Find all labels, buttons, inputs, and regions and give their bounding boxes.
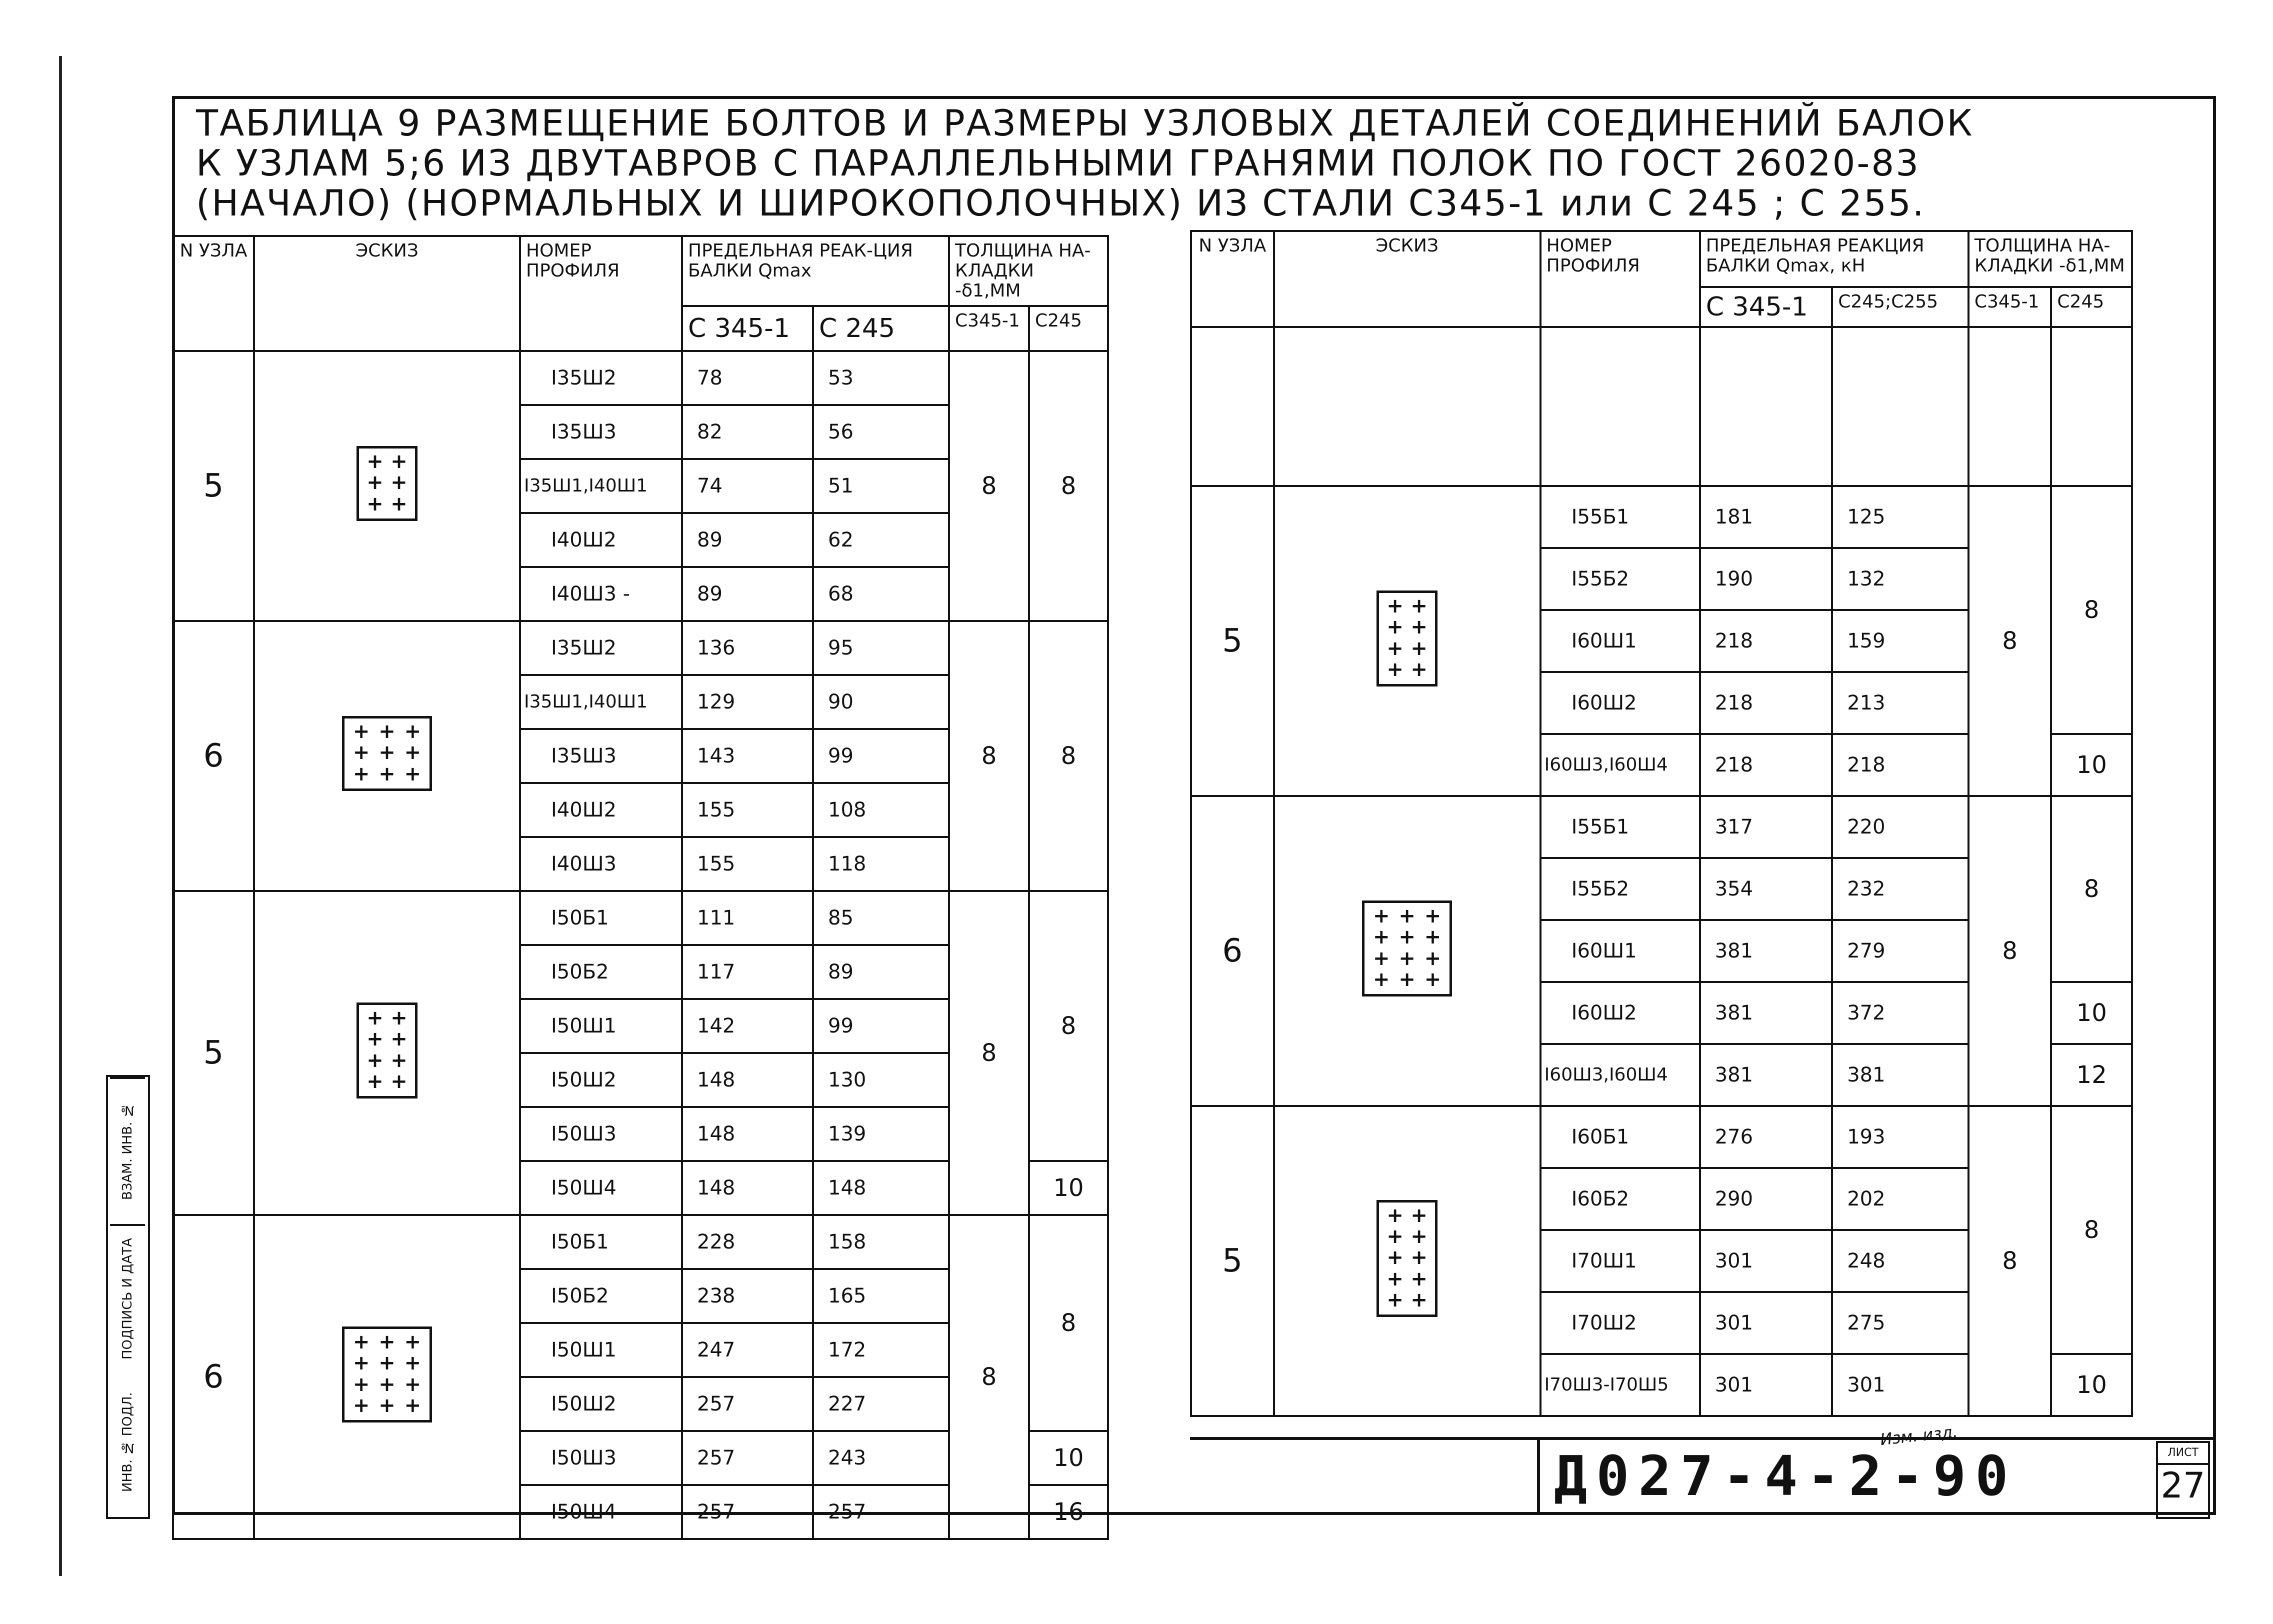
q-c345-cell: 301 xyxy=(1700,1230,1832,1292)
bolt-mark: + xyxy=(1386,1246,1404,1270)
q-c345-cell: 142 xyxy=(682,999,813,1053)
bolt-mark: + xyxy=(378,1352,396,1374)
sheet-box xyxy=(2156,1441,2210,1519)
node-number: 6 xyxy=(1191,796,1274,1106)
bolt-mark: + xyxy=(1410,616,1428,638)
q-c245-cell: 243 xyxy=(813,1431,949,1485)
thickness-c245-cell: 8 xyxy=(1029,621,1108,891)
bolt-mark: + xyxy=(1386,636,1404,660)
header-thickness: ТОЛЩИНА НА-КЛАДКИ -δ1,ММ xyxy=(1968,231,2132,287)
q-c245-cell: 381 xyxy=(1832,1044,1968,1106)
profile-cell: I40Ш3 xyxy=(520,837,682,891)
bolt-mark: + xyxy=(352,1330,370,1354)
bolt-mark: + xyxy=(404,741,422,764)
bolt-mark: + xyxy=(390,1028,408,1050)
side-stamp-cell-2: ПОДПИСЬ И ДАТА xyxy=(110,1224,145,1371)
bolt-mark: + xyxy=(366,1070,384,1093)
sheet-label: ЛИСТ xyxy=(2158,1443,2208,1465)
profile-cell: I50Ш4 xyxy=(520,1485,682,1539)
header-node: N УЗЛА xyxy=(1191,231,1274,327)
node-number: 5 xyxy=(1191,1106,1274,1416)
q-c245-cell: 95 xyxy=(813,621,949,675)
q-c345-cell: 238 xyxy=(682,1269,813,1323)
thickness-c345-cell: 8 xyxy=(949,621,1029,891)
header-t345: С345-1 xyxy=(1968,287,2052,327)
q-c345-cell: 257 xyxy=(682,1431,813,1485)
table-title xyxy=(196,103,2206,223)
bolt-mark: + xyxy=(404,1394,422,1417)
q-c245-cell: 68 xyxy=(813,567,949,621)
header-c345: С 345-1 xyxy=(682,306,813,351)
q-c345-cell: 218 xyxy=(1700,610,1832,672)
q-c345-cell: 276 xyxy=(1700,1106,1832,1168)
bolt-mark: + xyxy=(404,1352,422,1374)
q-c345-cell: 148 xyxy=(682,1107,813,1161)
thickness-c245-cell: 10 xyxy=(2051,1354,2132,1416)
bolt-mark: + xyxy=(366,1028,384,1050)
sketch-cell xyxy=(1274,796,1540,1106)
header-c245: С245;С255 xyxy=(1832,287,1968,327)
bolt-mark: + xyxy=(366,1048,384,1072)
q-c345-cell: 155 xyxy=(682,837,813,891)
bolt-mark: + xyxy=(390,471,408,494)
bolt-mark: + xyxy=(352,741,370,764)
q-c245-cell: 218 xyxy=(1832,734,1968,796)
table-row xyxy=(1191,486,2132,548)
header-t245: С245 xyxy=(1029,306,1108,351)
q-c245-cell: 85 xyxy=(813,891,949,945)
binding-margin-line xyxy=(59,56,62,1576)
bolt-mark: + xyxy=(1410,658,1428,681)
profile-cell: I60Ш1 xyxy=(1540,610,1700,672)
q-c245-cell: 53 xyxy=(813,351,949,405)
q-c345-cell: 381 xyxy=(1700,1044,1832,1106)
q-c245-cell: 125 xyxy=(1832,486,1968,548)
sketch-cell xyxy=(1274,486,1540,796)
side-stamp xyxy=(106,1075,150,1519)
bolt-sketch xyxy=(1376,1200,1438,1317)
profile-cell: I60Ш1 xyxy=(1540,920,1700,982)
thickness-c245-cell: 12 xyxy=(2051,1044,2132,1106)
table-row xyxy=(173,891,1108,945)
stamp-divider xyxy=(1537,1437,1540,1515)
q-c345-cell: 143 xyxy=(682,729,813,783)
q-c345-cell: 155 xyxy=(682,783,813,837)
bolt-mark: + xyxy=(1398,904,1416,928)
thickness-c245-cell: 8 xyxy=(2051,796,2132,982)
bolt-mark: + xyxy=(1386,594,1404,618)
profile-cell: I35Ш2 xyxy=(520,621,682,675)
q-c345-cell: 381 xyxy=(1700,982,1832,1044)
q-c245-cell: 257 xyxy=(813,1485,949,1539)
q-c345-cell: 111 xyxy=(682,891,813,945)
profile-cell: I60Ш2 xyxy=(1540,982,1700,1044)
left-table xyxy=(172,235,1109,1540)
q-c345-cell: 136 xyxy=(682,621,813,675)
bolt-mark: + xyxy=(404,1330,422,1354)
q-c345-cell: 247 xyxy=(682,1323,813,1377)
sketch-cell xyxy=(254,891,520,1215)
q-c245-cell: 301 xyxy=(1832,1354,1968,1416)
node-number: 6 xyxy=(173,621,254,891)
q-c245-cell: 172 xyxy=(813,1323,949,1377)
thickness-c245-cell: 16 xyxy=(1029,1485,1108,1539)
profile-cell: I55Б2 xyxy=(1540,548,1700,610)
sketch-cell xyxy=(254,351,520,621)
q-c345-cell: 317 xyxy=(1700,796,1832,858)
header-c245: С 245 xyxy=(813,306,949,351)
bolt-mark: + xyxy=(1410,1224,1428,1248)
bolt-mark: + xyxy=(1410,636,1428,660)
q-c245-cell: 118 xyxy=(813,837,949,891)
profile-cell: I50Б2 xyxy=(520,945,682,999)
q-c245-cell: 279 xyxy=(1832,920,1968,982)
q-c245-cell: 139 xyxy=(813,1107,949,1161)
profile-cell: I60Б1 xyxy=(1540,1106,1700,1168)
q-c345-cell: 117 xyxy=(682,945,813,999)
profile-cell: I50Ш3 xyxy=(520,1107,682,1161)
q-c245-cell: 220 xyxy=(1832,796,1968,858)
sketch-cell xyxy=(254,621,520,891)
bolt-mark: + xyxy=(1398,968,1416,991)
bolt-mark: + xyxy=(352,720,370,743)
q-c345-cell: 290 xyxy=(1700,1168,1832,1230)
bolt-mark: + xyxy=(352,1394,370,1417)
bolt-mark: + xyxy=(1386,1288,1404,1312)
header-t345: С345-1 xyxy=(949,306,1029,351)
bolt-mark: + xyxy=(390,1048,408,1072)
table-row xyxy=(173,621,1108,675)
q-c345-cell: 190 xyxy=(1700,548,1832,610)
bolt-mark: + xyxy=(366,1006,384,1030)
bolt-sketch xyxy=(356,446,418,521)
header-node: N УЗЛА xyxy=(173,236,254,351)
stamp-border xyxy=(1190,1437,2216,1440)
header-c345: С 345-1 xyxy=(1700,287,1832,327)
q-c345-cell: 354 xyxy=(1700,858,1832,920)
q-c245-cell: 193 xyxy=(1832,1106,1968,1168)
q-c345-cell: 218 xyxy=(1700,734,1832,796)
bolt-mark: + xyxy=(1373,926,1390,948)
q-c345-cell: 181 xyxy=(1700,486,1832,548)
bolt-mark: + xyxy=(352,1352,370,1374)
profile-cell: I70Ш3-I70Ш5 xyxy=(1540,1354,1700,1416)
q-c245-cell: 56 xyxy=(813,405,949,459)
thickness-c345-cell: 8 xyxy=(1968,796,2052,1106)
profile-cell: I50Ш2 xyxy=(520,1377,682,1431)
profile-cell: I50Ш1 xyxy=(520,1323,682,1377)
q-c345-cell: 381 xyxy=(1700,920,1832,982)
doc-note: Изм. изд. xyxy=(1879,1422,1959,1450)
side-stamp-cell-3: ИНВ. № ПОДЛ. xyxy=(120,1392,135,1492)
thickness-c245-cell: 8 xyxy=(1029,891,1108,1161)
header-t245: С245 xyxy=(2051,287,2132,327)
bolt-mark: + xyxy=(366,450,384,473)
profile-cell: I60Б2 xyxy=(1540,1168,1700,1230)
profile-cell: I50Ш4 xyxy=(520,1161,682,1215)
header-profile: НОМЕР ПРОФИЛЯ xyxy=(1540,231,1700,327)
profile-cell: I50Ш3 xyxy=(520,1431,682,1485)
bolt-mark: + xyxy=(1386,1224,1404,1248)
bolt-mark: + xyxy=(390,1006,408,1030)
q-c345-cell: 148 xyxy=(682,1053,813,1107)
header-sketch: ЭСКИЗ xyxy=(1274,231,1540,327)
bolt-mark: + xyxy=(1386,616,1404,638)
q-c245-cell: 248 xyxy=(1832,1230,1968,1292)
bolt-mark: + xyxy=(378,1372,396,1396)
q-c245-cell: 227 xyxy=(813,1377,949,1431)
bolt-mark: + xyxy=(1410,1267,1428,1290)
node-number: 5 xyxy=(173,891,254,1215)
header-profile: НОМЕР ПРОФИЛЯ xyxy=(520,236,682,351)
profile-cell: I35Ш1,I40Ш1 xyxy=(520,459,682,513)
bolt-mark: + xyxy=(1386,1204,1404,1227)
q-c245-cell: 372 xyxy=(1832,982,1968,1044)
bolt-mark: + xyxy=(404,1372,422,1396)
bolt-mark: + xyxy=(390,1070,408,1093)
profile-cell: I40Ш2 xyxy=(520,783,682,837)
profile-cell: I55Б1 xyxy=(1540,486,1700,548)
q-c245-cell: 108 xyxy=(813,783,949,837)
profile-cell: I40Ш3 - xyxy=(520,567,682,621)
header-sketch: ЭСКИЗ xyxy=(254,236,520,351)
bolt-sketch xyxy=(1376,590,1438,686)
profile-cell: I50Б1 xyxy=(520,891,682,945)
bolt-mark: + xyxy=(390,492,408,516)
q-c245-cell: 62 xyxy=(813,513,949,567)
q-c245-cell: 90 xyxy=(813,675,949,729)
table-row xyxy=(173,1215,1108,1269)
bolt-mark: + xyxy=(378,1394,396,1417)
bolt-mark: + xyxy=(366,471,384,494)
q-c245-cell: 202 xyxy=(1832,1168,1968,1230)
q-c345-cell: 82 xyxy=(682,405,813,459)
header-reaction: ПРЕДЕЛЬНАЯ РЕАК-ЦИЯ БАЛКИ Qmax xyxy=(682,236,949,306)
bolt-mark: + xyxy=(1410,1204,1428,1227)
title-line-2: К УЗЛАМ 5;6 ИЗ ДВУТАВРОВ С ПАРАЛЛЕЛЬНЫМИ ГРАНЯМИ ПОЛОК ПО ГОСТ 26020-83 xyxy=(196,142,1920,184)
bolt-mark: + xyxy=(1373,968,1390,991)
profile-cell: I50Б1 xyxy=(520,1215,682,1269)
profile-cell: I55Б2 xyxy=(1540,858,1700,920)
q-c345-cell: 148 xyxy=(682,1161,813,1215)
bolt-mark: + xyxy=(1424,946,1442,970)
thickness-c245-cell: 8 xyxy=(1029,1215,1108,1431)
q-c345-cell: 301 xyxy=(1700,1354,1832,1416)
bolt-mark: + xyxy=(404,762,422,786)
thickness-c245-cell: 8 xyxy=(1029,351,1108,621)
table-row xyxy=(173,351,1108,405)
profile-cell: I35Ш3 xyxy=(520,729,682,783)
bolt-mark: + xyxy=(1386,1267,1404,1290)
thickness-c345-cell: 8 xyxy=(1968,486,2052,796)
q-c245-cell: 275 xyxy=(1832,1292,1968,1354)
q-c245-cell: 132 xyxy=(1832,548,1968,610)
thickness-c345-cell: 8 xyxy=(1968,1106,2052,1416)
bolt-sketch xyxy=(356,1002,418,1098)
thickness-c245-cell: 8 xyxy=(2051,1106,2132,1354)
q-c245-cell: 158 xyxy=(813,1215,949,1269)
profile-cell: I50Ш1 xyxy=(520,999,682,1053)
bolt-mark: + xyxy=(1424,968,1442,991)
thickness-c245-cell: 10 xyxy=(1029,1161,1108,1215)
header-reaction: ПРЕДЕЛЬНАЯ РЕАКЦИЯ БАЛКИ Qmax, кН xyxy=(1700,231,1968,287)
thickness-c245-cell: 8 xyxy=(2051,486,2132,734)
profile-cell: I60Ш3,I60Ш4 xyxy=(1540,1044,1700,1106)
bolt-mark: + xyxy=(1398,926,1416,948)
q-c245-cell: 148 xyxy=(813,1161,949,1215)
bolt-mark: + xyxy=(352,1372,370,1396)
profile-cell: I35Ш3 xyxy=(520,405,682,459)
bolt-sketch xyxy=(1362,900,1452,996)
q-c345-cell: 78 xyxy=(682,351,813,405)
profile-cell: I50Б2 xyxy=(520,1269,682,1323)
sketch-cell xyxy=(1274,1106,1540,1416)
bolt-mark: + xyxy=(1398,946,1416,970)
bolt-mark: + xyxy=(1424,926,1442,948)
q-c345-cell: 89 xyxy=(682,513,813,567)
document-code: Д027-4-2-90 xyxy=(1554,1444,2018,1508)
q-c345-cell: 257 xyxy=(682,1485,813,1539)
profile-cell: I50Ш2 xyxy=(520,1053,682,1107)
side-stamp-cell-1: ВЗАМ. ИНВ. № xyxy=(110,1077,145,1224)
header-thickness: ТОЛЩИНА НА-КЛАДКИ -δ1,ММ xyxy=(949,236,1108,306)
bolt-mark: + xyxy=(366,492,384,516)
thickness-c245-cell: 10 xyxy=(2051,982,2132,1044)
sketch-cell xyxy=(254,1215,520,1539)
q-c345-cell: 301 xyxy=(1700,1292,1832,1354)
node-number: 5 xyxy=(173,351,254,621)
profile-cell: I40Ш2 xyxy=(520,513,682,567)
bolt-mark: + xyxy=(1410,1288,1428,1312)
profile-cell: I70Ш2 xyxy=(1540,1292,1700,1354)
q-c345-cell: 257 xyxy=(682,1377,813,1431)
sheet-number: 27 xyxy=(2160,1465,2206,1506)
thickness-c345-cell: 8 xyxy=(949,891,1029,1215)
q-c245-cell: 213 xyxy=(1832,672,1968,734)
q-c245-cell: 99 xyxy=(813,729,949,783)
bolt-sketch xyxy=(342,1326,432,1422)
q-c245-cell: 99 xyxy=(813,999,949,1053)
q-c345-cell: 228 xyxy=(682,1215,813,1269)
profile-cell: I70Ш1 xyxy=(1540,1230,1700,1292)
profile-cell: I35Ш1,I40Ш1 xyxy=(520,675,682,729)
thickness-c345-cell: 8 xyxy=(949,351,1029,621)
table-row xyxy=(1191,796,2132,858)
bolt-mark: + xyxy=(1410,1246,1428,1270)
q-c245-cell: 232 xyxy=(1832,858,1968,920)
bolt-mark: + xyxy=(352,762,370,786)
q-c245-cell: 130 xyxy=(813,1053,949,1107)
title-line-3: (НАЧАЛО) (НОРМАЛЬНЫХ И ШИРОКОПОЛОЧНЫХ) ИЗ СТАЛИ С345-1 или С 245 ; С 255. xyxy=(196,182,1926,224)
q-c345-cell: 218 xyxy=(1700,672,1832,734)
bolt-mark: + xyxy=(378,1330,396,1354)
right-table xyxy=(1190,230,2133,1417)
q-c345-cell: 129 xyxy=(682,675,813,729)
q-c245-cell: 159 xyxy=(1832,610,1968,672)
profile-cell: I55Б1 xyxy=(1540,796,1700,858)
bolt-mark: + xyxy=(1386,658,1404,681)
table-row xyxy=(1191,1106,2132,1168)
thickness-c245-cell: 10 xyxy=(1029,1431,1108,1485)
bolt-mark: + xyxy=(1424,904,1442,928)
bolt-mark: + xyxy=(378,720,396,743)
bolt-mark: + xyxy=(378,762,396,786)
empty-row xyxy=(1191,327,2132,486)
profile-cell: I60Ш3,I60Ш4 xyxy=(1540,734,1700,796)
bolt-mark: + xyxy=(1373,946,1390,970)
q-c245-cell: 165 xyxy=(813,1269,949,1323)
profile-cell: I35Ш2 xyxy=(520,351,682,405)
node-number: 5 xyxy=(1191,486,1274,796)
q-c245-cell: 89 xyxy=(813,945,949,999)
title-line-1: ТАБЛИЦА 9 РАЗМЕЩЕНИЕ БОЛТОВ И РАЗМЕРЫ УЗЛОВЫХ ДЕТАЛЕЙ СОЕДИНЕНИЙ БАЛОК xyxy=(196,102,1974,144)
node-number: 6 xyxy=(173,1215,254,1539)
bolt-sketch xyxy=(342,716,432,791)
bolt-mark: + xyxy=(404,720,422,743)
profile-cell: I60Ш2 xyxy=(1540,672,1700,734)
bolt-mark: + xyxy=(1410,594,1428,618)
q-c345-cell: 74 xyxy=(682,459,813,513)
bolt-mark: + xyxy=(1373,904,1390,928)
q-c245-cell: 51 xyxy=(813,459,949,513)
bolt-mark: + xyxy=(390,450,408,473)
bolt-mark: + xyxy=(378,741,396,764)
q-c345-cell: 89 xyxy=(682,567,813,621)
thickness-c345-cell: 8 xyxy=(949,1215,1029,1539)
thickness-c245-cell: 10 xyxy=(2051,734,2132,796)
